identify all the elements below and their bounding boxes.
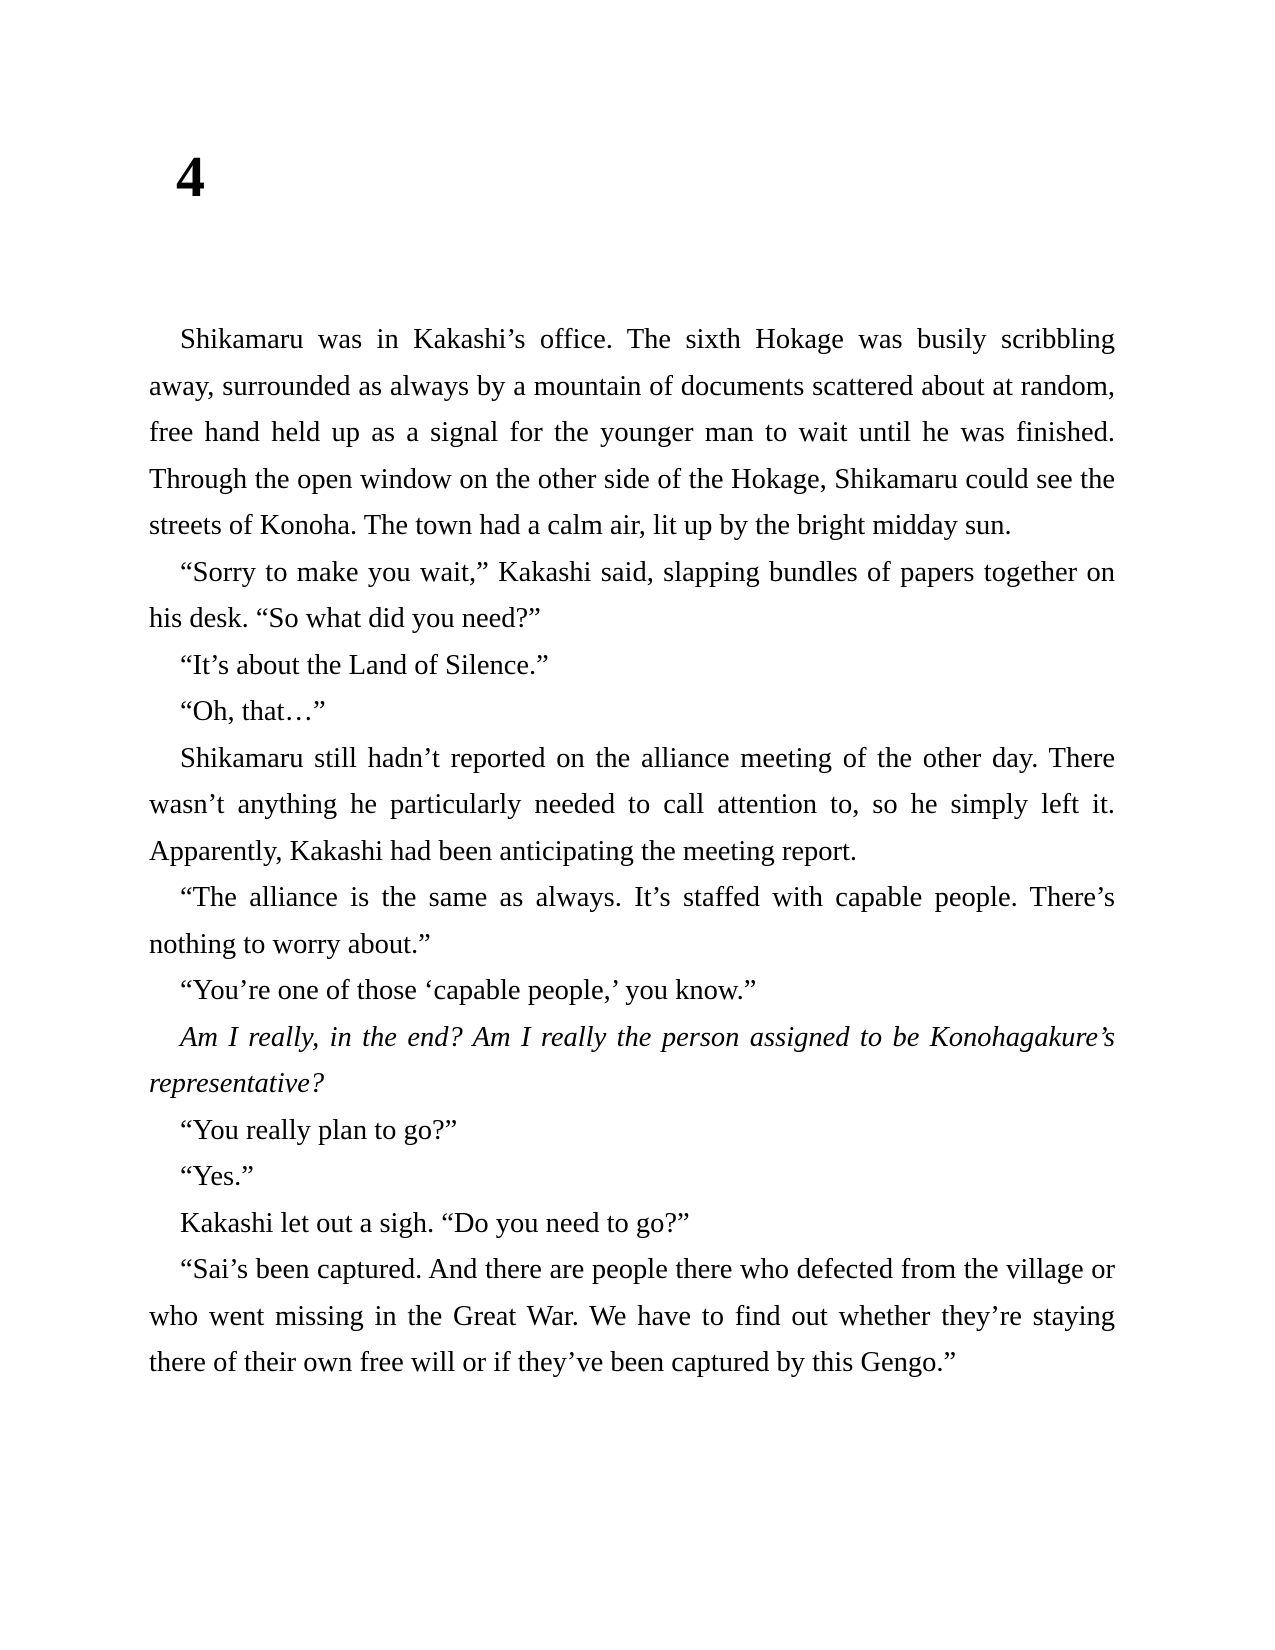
paragraph-narration-report: Shikamaru still hadn’t reported on the alliance meeting of the other day. There wasn’t anything he particularly needed to call attention to, so he simply left it. Apparently, Kakashi had been anticipating the meeting report. <box>149 742 1115 867</box>
paragraph-dialogue-plan-to-go: “You really plan to go?” <box>180 1114 458 1146</box>
paragraph-dialogue-sigh: Kakashi let out a sigh. “Do you need to go?” <box>180 1207 690 1239</box>
paragraph-narration-office: Shikamaru was in Kakashi’s office. The sixth Hokage was busily scribbling away, surrounded as always by a mountain of documents scattered about at random, free hand held up as a signal for the younger man to wait until he was finished. Through the open window on the other side of the Hokage, Shikamaru could see the streets of Konoha. The town had a calm air, lit up by the bright midday sun. <box>149 324 1115 541</box>
paragraph-dialogue-alliance: “The alliance is the same as always. It’s staffed with capable people. There’s nothing to worry about.” <box>149 882 1115 960</box>
paragraph-inner-thought: Am I really, in the end? Am I really the person assigned to be Konohagakure’s representative? <box>149 1021 1115 1099</box>
paragraph-dialogue-sorry: “Sorry to make you wait,” Kakashi said, slapping bundles of papers together on his desk. “So what did you need?” <box>149 556 1115 634</box>
paragraph-dialogue-land-of-silence: “It’s about the Land of Silence.” <box>180 649 549 681</box>
chapter-number: 4 <box>176 144 205 209</box>
paragraph-dialogue-capable-people: “You’re one of those ‘capable people,’ you know.” <box>180 975 757 1006</box>
chapter-body <box>149 317 1115 1387</box>
paragraph-dialogue-oh-that: “Oh, that…” <box>180 696 326 727</box>
paragraph-dialogue-yes: “Yes.” <box>180 1161 254 1192</box>
paragraph-dialogue-sai-captured: “Sai’s been captured. And there are people there who defected from the village or who went missing in the Great War. We have to find out whether they’re staying there of their own free will or if they’ve been captured by this Gengo.” <box>149 1254 1115 1378</box>
